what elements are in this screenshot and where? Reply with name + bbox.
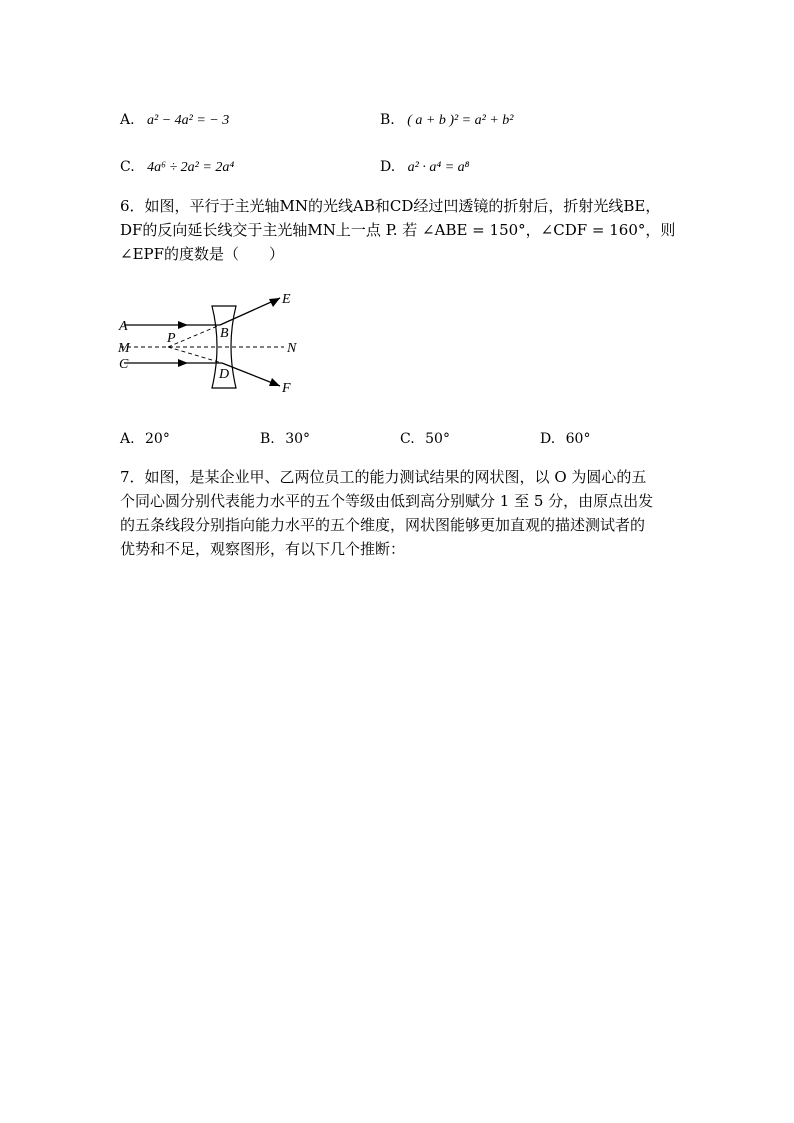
label-f: F: [282, 381, 291, 396]
arrow-df: [269, 378, 280, 386]
q6-option-b-label: B.: [260, 431, 275, 447]
q5-option-b: [380, 110, 513, 131]
q6-line-1: 6．如图，平行于主光轴MN的光线AB和CD经过凹透镜的折射后，折射光线BE，: [120, 197, 661, 215]
q7-line-4: 优势和不足，观察图形，有以下几个推断：: [120, 540, 406, 558]
q6-option-a-label: A.: [120, 431, 135, 447]
q5-option-c-expr: 4a⁶ ÷ 2a² = 2a⁴: [147, 160, 235, 175]
q7-stem: [120, 465, 680, 561]
q6-option-b-value: 30°: [285, 431, 311, 447]
arrow-cd: [178, 359, 188, 367]
q5-option-a: [120, 110, 229, 131]
label-b: B: [220, 326, 229, 341]
q5-option-a-expr: a² − 4a² = − 3: [147, 113, 230, 128]
q5-option-d: [380, 157, 470, 178]
q6-line-2: DF的反向延长线交于主光轴MN上一点 P. 若 ∠ABE = 150°，∠CDF = 160°，则: [120, 221, 676, 239]
q6-option-c: [400, 429, 450, 449]
q6-option-b: [260, 429, 310, 449]
q6-stem: [120, 194, 680, 266]
label-a: A: [119, 319, 128, 334]
extension-bp: [168, 325, 220, 347]
q5-option-b-expr: ( a + b )² = a² + b²: [407, 113, 514, 128]
q6-option-d: [540, 429, 590, 449]
q6-option-c-value: 50°: [425, 431, 450, 447]
q5-option-b-label: B.: [380, 112, 395, 128]
q7-line-2: 个同心圆分别代表能力水平的五个等级由低到高分别赋分 1 至 5 分，由原点出发: [120, 492, 654, 510]
extension-dp: [168, 347, 222, 363]
q6-option-c-label: C.: [400, 431, 415, 447]
q5-option-d-expr: a² · a⁴ = a⁸: [407, 160, 470, 175]
q6-option-d-value: 60°: [565, 431, 591, 447]
q7-line-1: 7．如图，是某企业甲、乙两位员工的能力测试结果的网状图，以 O 为圆心的五: [120, 468, 647, 486]
label-e: E: [282, 292, 291, 307]
q6-line-3: ∠EPF的度数是（ ）: [120, 245, 285, 263]
q5-option-c-label: C.: [120, 159, 135, 175]
q6-lens-figure: [112, 284, 312, 396]
arrow-ab: [178, 321, 188, 329]
label-c: C: [119, 357, 129, 372]
label-p: P: [167, 331, 176, 346]
q5-option-a-label: A.: [120, 112, 135, 128]
label-n: N: [287, 341, 297, 356]
q6-option-a: [120, 429, 170, 449]
q5-option-d-label: D.: [380, 159, 396, 175]
label-d: D: [219, 367, 230, 382]
q6-option-d-label: D.: [540, 431, 556, 447]
label-m: M: [118, 341, 130, 356]
q5-option-c: [120, 157, 234, 178]
q6-option-a-value: 20°: [145, 431, 170, 447]
q7-line-3: 的五条线段分别指向能力水平的五个维度，网状图能够更加直观的描述测试者的: [120, 516, 646, 534]
